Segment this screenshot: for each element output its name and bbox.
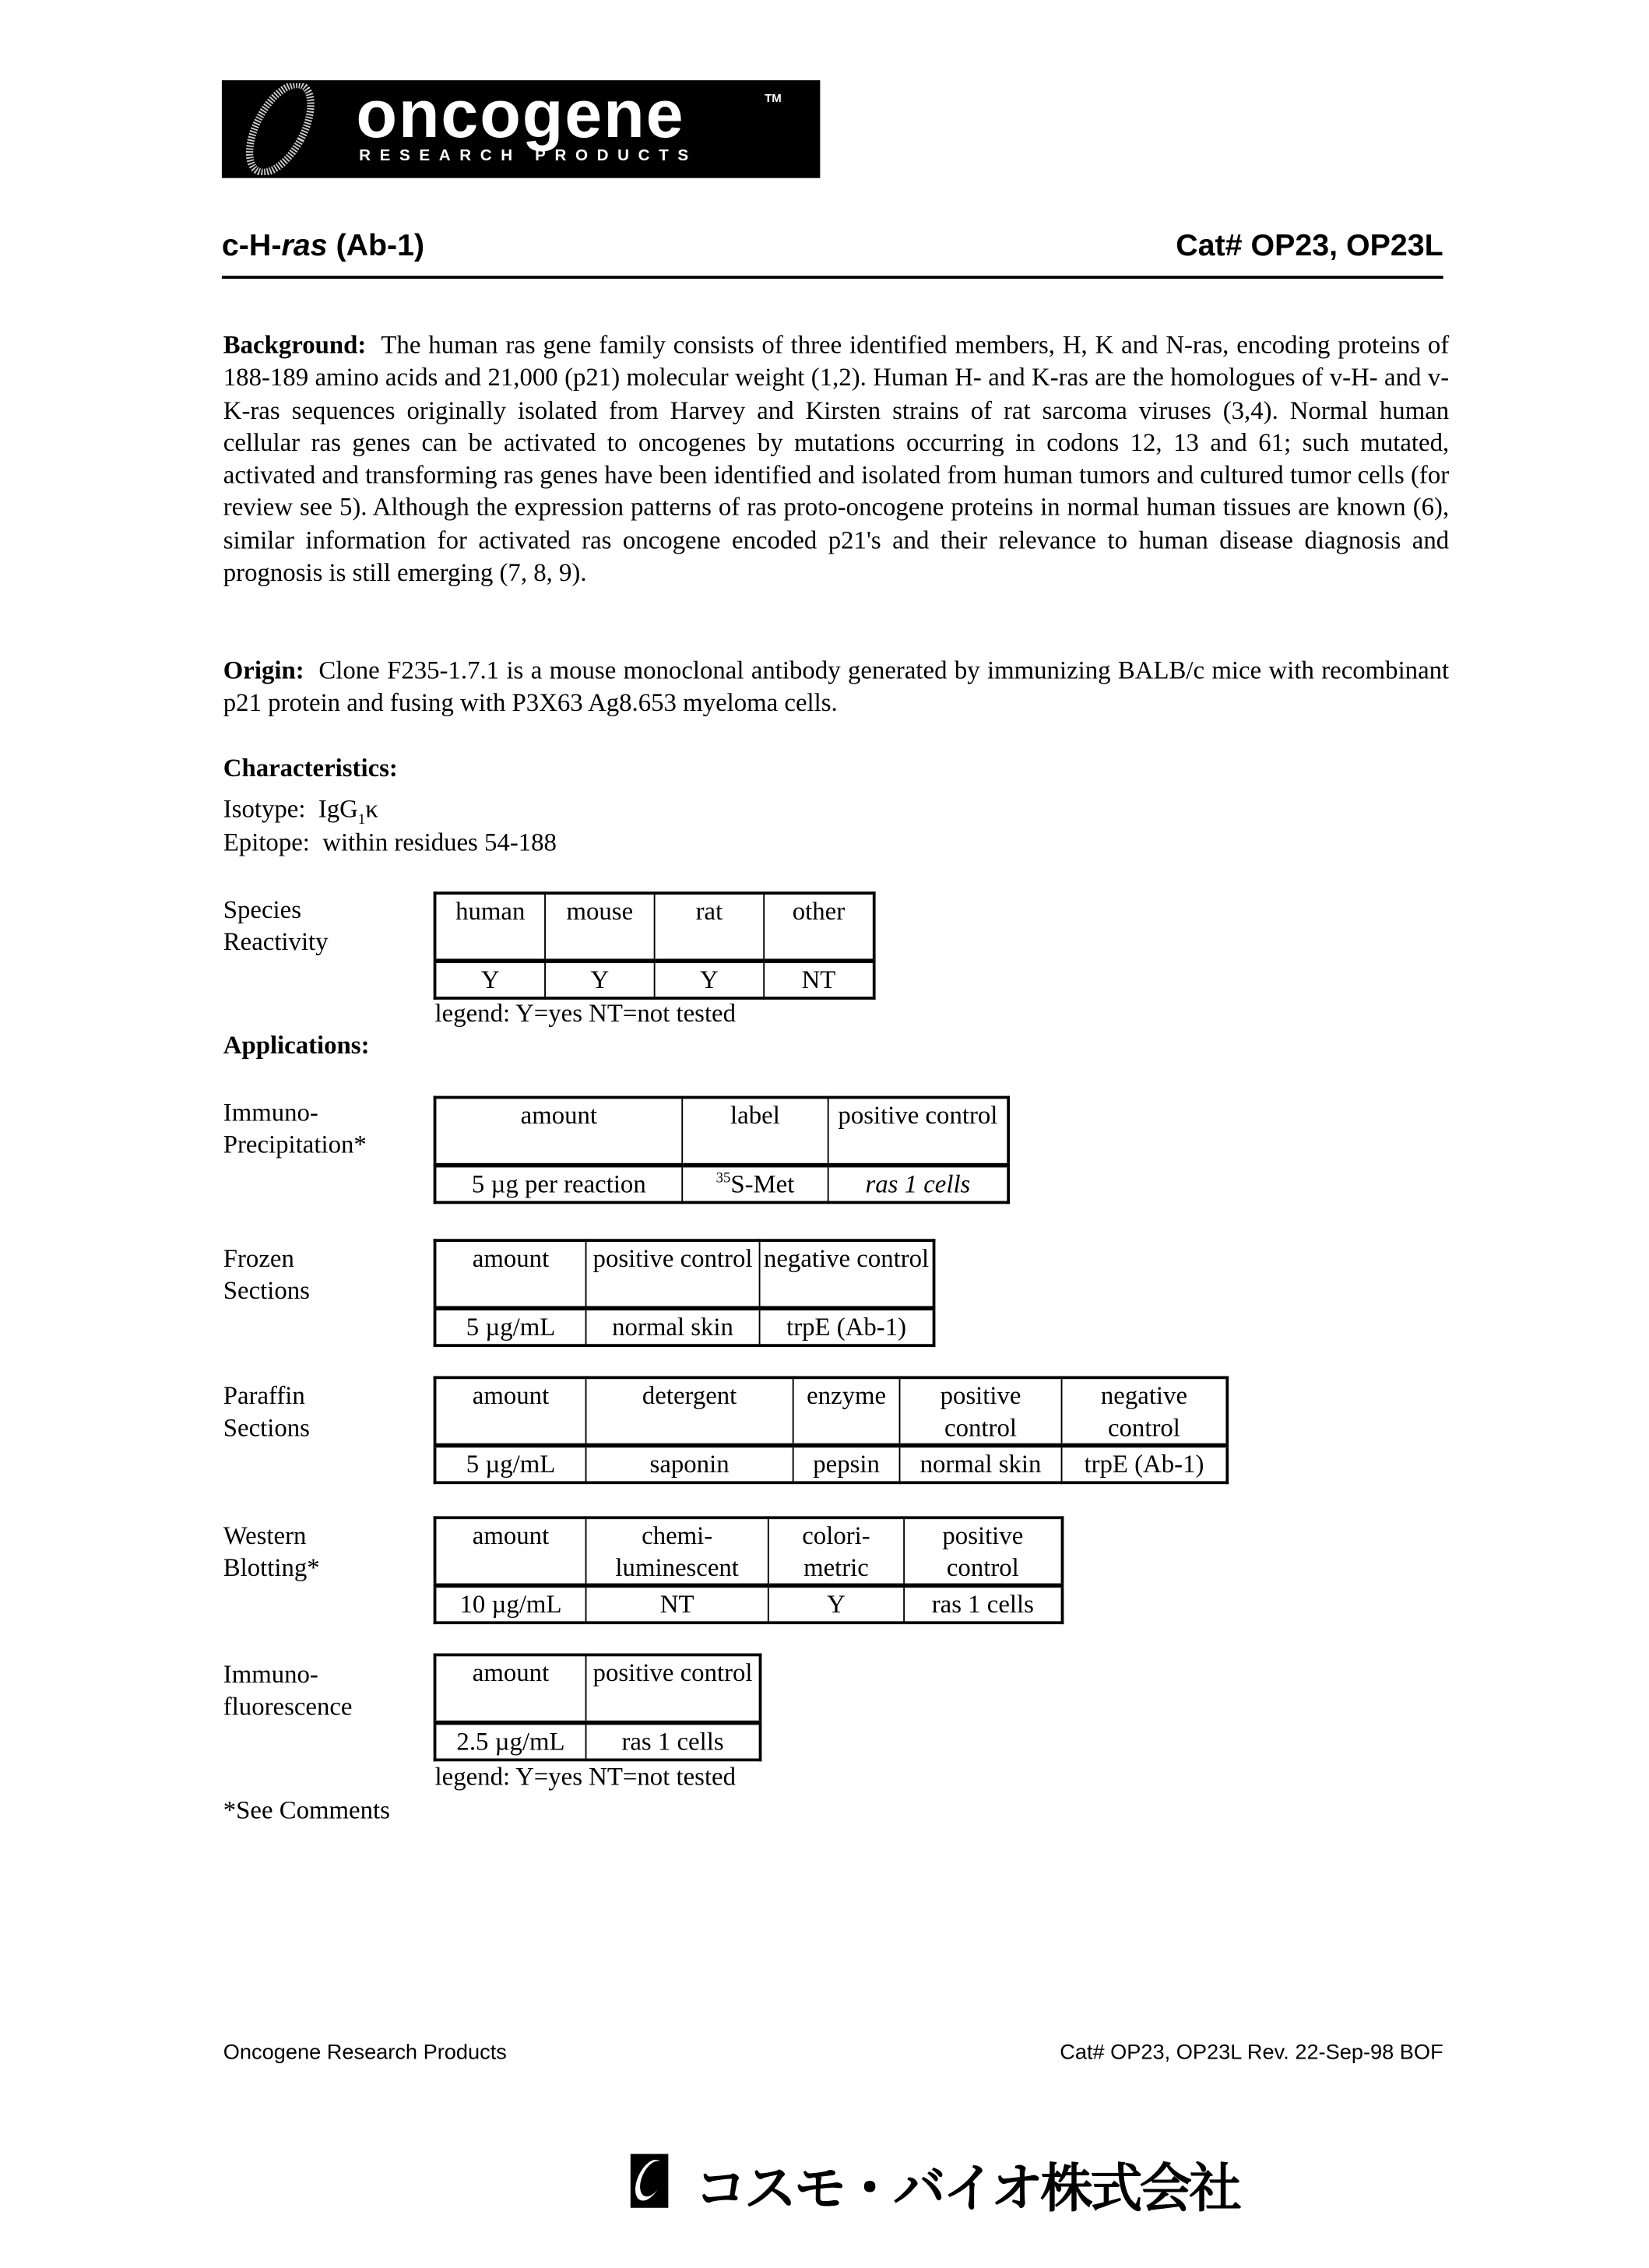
immunoprecipitation-table	[434, 1096, 1010, 1204]
table-cell: amount	[435, 1097, 683, 1164]
applications-heading: Applications:	[223, 1030, 370, 1060]
species-legend: legend: Y=yes NT=not tested	[434, 998, 737, 1028]
footer-revision: Cat# OP23, OP23L Rev. 22-Sep-98 BOF	[1060, 2041, 1443, 2066]
cosmo-bio-swirl-icon	[631, 2154, 669, 2207]
origin-section	[223, 654, 1449, 719]
table-cell: detergent	[586, 1377, 793, 1445]
table-cell: ras 1 cells	[586, 1722, 761, 1760]
frozen-label: Frozen Sections	[223, 1243, 310, 1306]
table-cell: 2.5 µg/mL	[435, 1722, 586, 1760]
table-cell: enzyme	[793, 1377, 900, 1445]
if-label: Immuno- fluorescence	[223, 1659, 353, 1721]
table-cell: negative control	[760, 1240, 934, 1307]
logo-tm: TM	[765, 92, 782, 105]
catalog-number: Cat# OP23, OP23L	[1176, 229, 1443, 263]
table-cell: negative control	[1062, 1377, 1228, 1445]
table-cell: Y	[655, 960, 765, 997]
table-cell: Y	[435, 960, 546, 997]
table-cell: positive control	[904, 1517, 1062, 1585]
table-cell: amount	[435, 1377, 586, 1445]
characteristics-heading: Characteristics:	[223, 753, 398, 782]
immunofluorescence-table	[434, 1654, 762, 1761]
table-cell: normal skin	[586, 1307, 760, 1345]
table-cell: mouse	[545, 893, 655, 960]
table-cell: 10 µg/mL	[435, 1585, 586, 1623]
table-cell: 5 µg/mL	[435, 1307, 586, 1345]
table-cell: trpE (Ab-1)	[760, 1307, 934, 1345]
table-cell: ras 1 cells	[904, 1585, 1062, 1623]
western-blotting-table	[434, 1516, 1064, 1624]
table-cell: trpE (Ab-1)	[1062, 1445, 1228, 1482]
table-cell: NT	[586, 1585, 768, 1623]
header-divider	[222, 276, 1443, 279]
logo-wordmark: oncogene	[356, 80, 685, 152]
table-cell: 5 µg/mL	[435, 1445, 586, 1482]
table-cell: $^{35}$S-Met	[682, 1165, 828, 1202]
table-cell: human	[435, 893, 546, 960]
table-cell: 5 µg per reaction	[435, 1165, 683, 1202]
oncogene-logo	[222, 80, 820, 178]
epitope-line: Epitope: within residues 54-188	[223, 827, 557, 857]
ip-label: Immuno- Precipitation*	[223, 1097, 367, 1159]
isotype-line: Isotype: IgG$_1$κ	[223, 793, 378, 828]
background-section	[223, 329, 1449, 589]
logo-swirl-icon	[225, 83, 342, 175]
background-text: The human ras gene family consists of three identified members, H, K and N-ras, encoding proteins of 188-189 amino acids and 21,000 (p21) molecular weight (1,2). Human H- and K-ras are the homologues of v-H- and v-K-ras sequences originally isolated from Harvey and Kirsten strains of rat sarcoma viruses (3,4). Normal human cellular ras genes can be activated to oncogenes by mutations occurring in codons 12, 13 and 61; such mutated, activated and transforming ras genes have been identified and isolated from human tumors and cultured tumor cells (for review see 5). Although the expression patterns of ras proto-oncogene proteins in normal human tissues are known (6), similar information for activated ras oncogene encoded p21's and their relevance to human disease diagnosis and prognosis is still emerging (7, 8, 9).	[223, 329, 1450, 587]
table-cell: Y	[768, 1585, 904, 1623]
table-cell: normal skin	[900, 1445, 1062, 1482]
table-cell: Y	[545, 960, 655, 997]
paraffin-sections-table	[434, 1376, 1229, 1484]
if-legend: legend: Y=yes NT=not tested	[434, 1761, 737, 1791]
table-cell: pepsin	[793, 1445, 900, 1482]
table-cell: colori- metric	[768, 1517, 904, 1585]
distributor-name: コスモ・バイオ株式会社	[694, 2158, 1239, 2218]
western-label: Western Blotting*	[223, 1521, 320, 1583]
table-cell: label	[682, 1097, 828, 1164]
table-cell: positive control	[828, 1097, 1008, 1164]
paraffin-label: Paraffin Sections	[223, 1380, 310, 1443]
table-cell: other	[764, 893, 874, 960]
footer-company: Oncogene Research Products	[223, 2041, 507, 2066]
table-cell: NT	[764, 960, 874, 997]
table-cell: positive control	[900, 1377, 1062, 1445]
species-reactivity-table	[434, 891, 876, 999]
table-cell: amount	[435, 1517, 586, 1585]
table-cell: rat	[655, 893, 765, 960]
table-cell: amount	[435, 1240, 586, 1307]
background-label: Background:	[223, 329, 367, 360]
table-cell: chemi- luminescent	[586, 1517, 768, 1585]
logo-subtitle: RESEARCH PRODUCTS	[359, 147, 698, 165]
origin-text: Clone F235-1.7.1 is a mouse monoclonal antibody generated by immunizing BALB/c mice with recombinant p21 protein and fusing with P3X63 Ag8.653 myeloma cells.	[223, 655, 1450, 717]
product-title: c-H-ras (Ab-1)	[221, 229, 425, 263]
table-cell: positive control	[586, 1240, 760, 1307]
table-cell: amount	[435, 1654, 586, 1721]
table-cell: positive control	[586, 1654, 761, 1721]
origin-label: Origin:	[223, 655, 304, 685]
table-cell: saponin	[586, 1445, 793, 1482]
see-comments-note: *See Comments	[223, 1795, 390, 1824]
table-cell: ras 1 cells	[828, 1165, 1008, 1202]
species-label: Species Reactivity	[223, 894, 329, 957]
frozen-sections-table	[434, 1239, 936, 1346]
